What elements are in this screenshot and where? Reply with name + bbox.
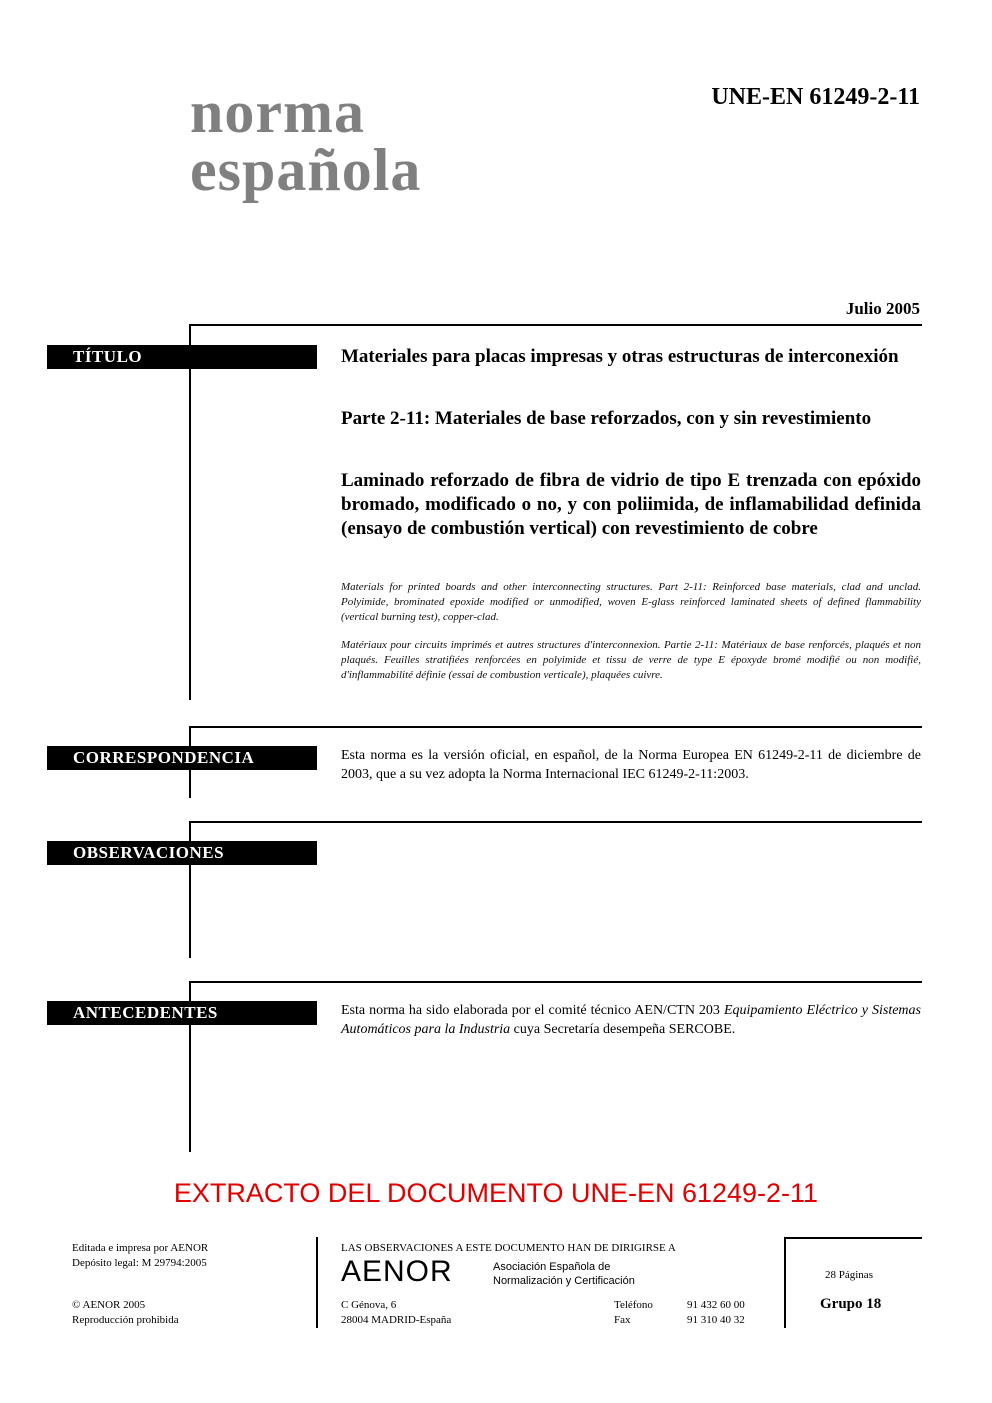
- footer-editada: Editada e impresa por AENOR: [72, 1242, 209, 1254]
- antecedentes-text: [341, 1001, 921, 1039]
- aenor-logo: AENOR: [341, 1255, 453, 1288]
- footer-reproduccion: Reproducción prohibida: [72, 1314, 179, 1326]
- label-titulo: TÍTULO: [47, 345, 317, 369]
- grupo-label: Grupo 18: [820, 1296, 882, 1312]
- norma-title-line2: española: [190, 137, 422, 203]
- extracto-watermark: EXTRACTO DEL DOCUMENTO UNE-EN 61249-2-11: [173, 1178, 819, 1208]
- title-es-sub: Laminado reforzado de fibra de vidrio de tipo E trenzada con epóxido bromado, modificado o no, y con poliimida, de inflamabilidad definida (ensayo de combustión vertical) con revestimiento de cobre: [341, 470, 921, 539]
- footer-address1: C Génova, 6: [341, 1299, 397, 1311]
- section-divider: [190, 726, 922, 728]
- aenor-org-line2: Normalización y Certificación: [493, 1275, 635, 1287]
- title-es-part: Parte 2-11: Materiales de base reforzados, con y sin revestimiento: [341, 408, 872, 429]
- section-divider: [190, 324, 922, 326]
- footer-fax: 91 310 40 32: [687, 1314, 745, 1326]
- footer-observaciones-dirigirse: LAS OBSERVACIONES A ESTE DOCUMENTO HAN DE DIRIGIRSE A: [341, 1242, 676, 1254]
- footer-vertical-rule: [316, 1237, 318, 1328]
- correspondencia-text: Esta norma es la versión oficial, en español, de la Norma Europea EN 61249-2-11 de diciembre de 2003, que a su vez adopta la Norma Internacional IEC 61249-2-11:2003.: [341, 748, 921, 782]
- aenor-org-line1: Asociación Española de: [493, 1261, 611, 1273]
- committee-name: Equipamiento Eléctrico y Sistemas Automáticos para la Industria: [341, 1003, 921, 1037]
- publication-date: Julio 2005: [845, 299, 920, 318]
- footer-telefono: 91 432 60 00: [687, 1299, 745, 1311]
- section-divider: [190, 821, 922, 823]
- label-antecedentes: ANTECEDENTES: [47, 1001, 317, 1025]
- footer-deposito: Depósito legal: M 29794:2005: [72, 1257, 207, 1269]
- antecedentes-text-start: Esta norma ha sido elaborada por el comité técnico AEN/CTN 203: [341, 1003, 724, 1018]
- norma-title-line1: norma: [190, 79, 365, 145]
- footer-address2: 28004 MADRID-España: [341, 1314, 452, 1326]
- antecedentes-text-end: cuya Secretaría desempeña SERCOBE.: [510, 1022, 736, 1037]
- standard-code: UNE-EN 61249-2-11: [711, 84, 920, 110]
- footer-box-top: [785, 1237, 922, 1239]
- footer-box-left: [784, 1237, 786, 1328]
- title-english: Materials for printed boards and other interconnecting structures. Part 2-11: Reinforced base materials, clad and unclad. Polyimide, brominated epoxide modified or unmodified, woven E-glass reinforced laminated sheets of defined flammability (vertical burning test), copper-clad.: [341, 581, 921, 623]
- label-correspondencia: CORRESPONDENCIA: [47, 746, 317, 770]
- footer-copyright: © AENOR 2005: [72, 1299, 146, 1311]
- footer-fax-label: Fax: [614, 1314, 631, 1326]
- section-divider: [190, 981, 922, 983]
- page-count: 28 Páginas: [825, 1269, 873, 1281]
- title-es-main: Materiales para placas impresas y otras estructuras de interconexión: [341, 346, 899, 367]
- footer-telefono-label: Teléfono: [614, 1299, 653, 1311]
- title-french: Matériaux pour circuits imprimés et autres structures d'interconnexion. Partie 2-11: Matériaux de base renforcés, plaqués et non plaqués. Feuilles stratifiées renforcées en polyimide et tissu de verre de type E époxyde bromé modifié ou non modifié, d'inflammabilité définie (essai de combustion verticale), plaquées cuivre.: [341, 639, 921, 681]
- label-observaciones: OBSERVACIONES: [47, 841, 317, 865]
- section-vertical-rule: [189, 324, 191, 700]
